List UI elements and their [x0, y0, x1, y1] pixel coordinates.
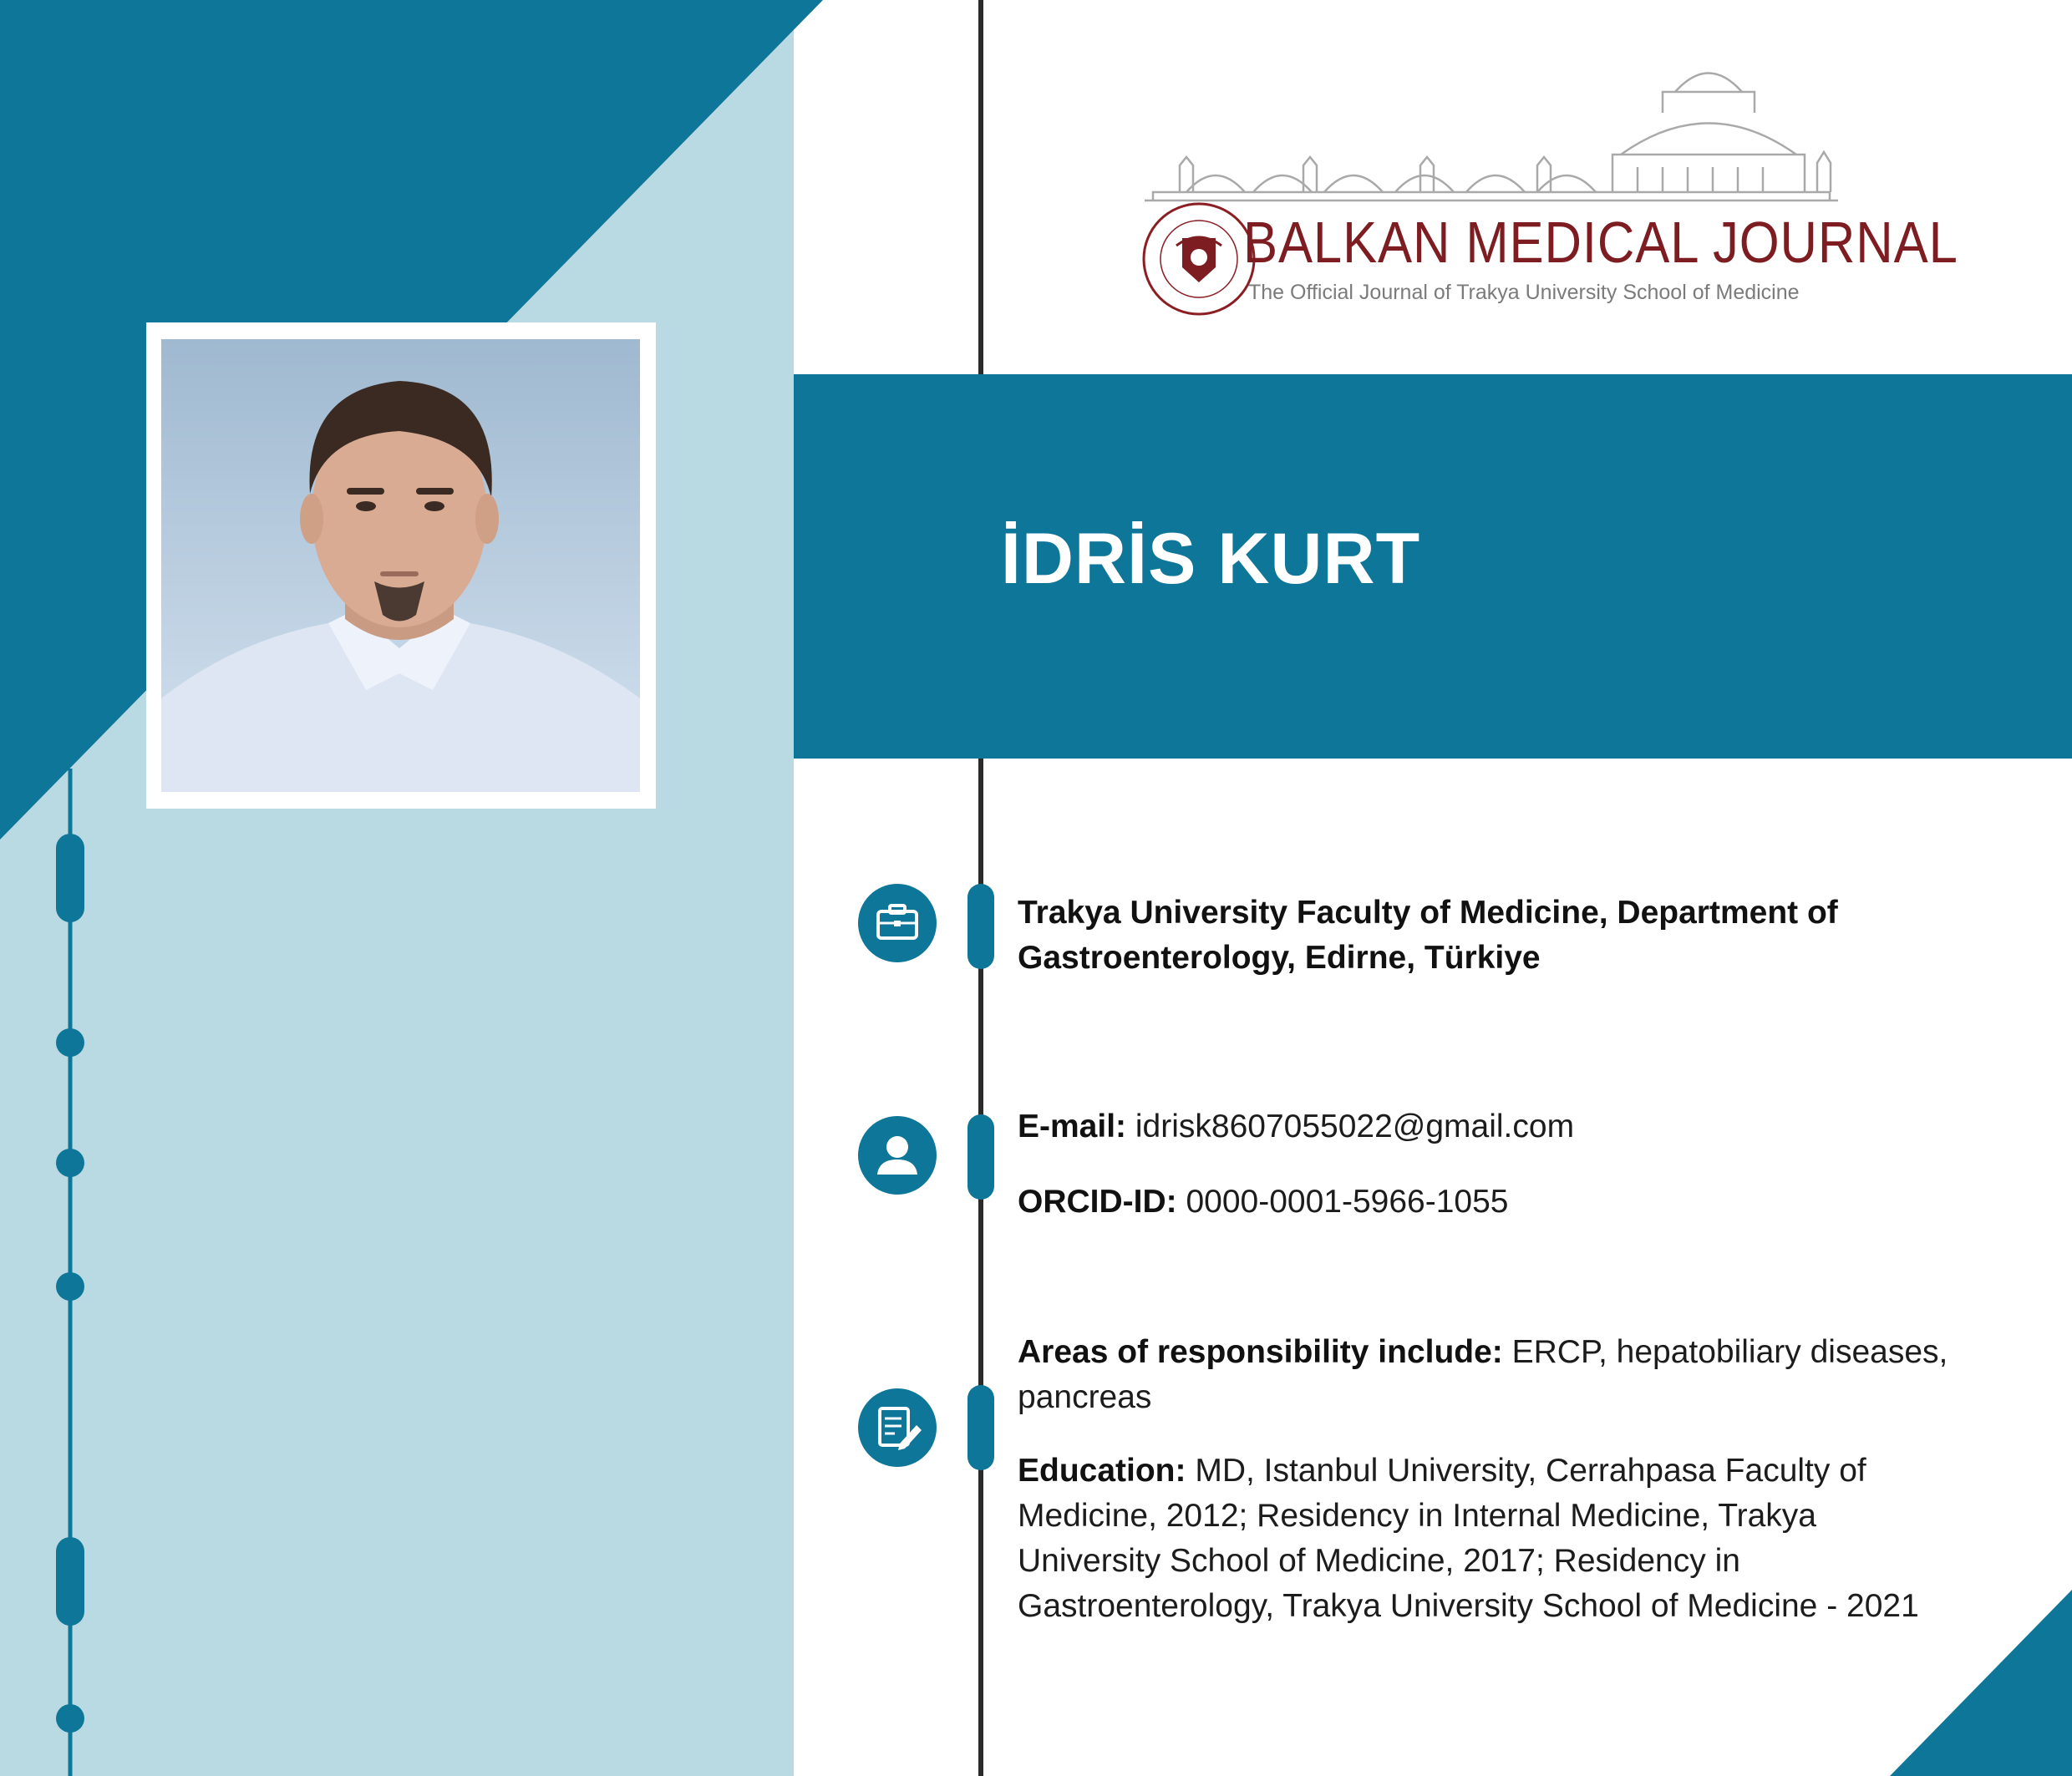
- areas-value: ERCP, hepatobiliary diseases, pancreas: [1018, 1334, 1948, 1415]
- left-timeline-pill: [56, 1537, 84, 1626]
- left-timeline-dot: [56, 1704, 84, 1733]
- journal-seal: [1144, 204, 1254, 314]
- document-edit-icon: [858, 1388, 937, 1467]
- education-label: Education:: [1018, 1453, 1186, 1489]
- profile-photo: [161, 339, 640, 792]
- orcid-value[interactable]: 0000-0001-5966-1055: [1176, 1184, 1509, 1220]
- left-timeline-dot: [56, 1028, 84, 1057]
- education-row: [1018, 1449, 1962, 1629]
- divider-pill-contact: [967, 1114, 994, 1200]
- person-icon: [858, 1116, 937, 1195]
- email-label: E-mail:: [1018, 1109, 1127, 1144]
- journal-title: BALKAN MEDICAL JOURNAL: [1243, 210, 1958, 275]
- briefcase-icon: [858, 884, 937, 962]
- orcid-label: ORCID-ID:: [1018, 1184, 1177, 1220]
- name-band: [794, 374, 2072, 759]
- journal-subtitle: The Official Journal of Trakya University School of Medicine: [1248, 281, 1800, 304]
- journal-logo: [1136, 58, 1855, 317]
- left-timeline-dot: [56, 1149, 84, 1177]
- orcid-row: [1018, 1180, 1962, 1225]
- divider-pill-details: [967, 1385, 994, 1470]
- email-row: [1018, 1104, 1962, 1149]
- email-value[interactable]: idrisk8607055022@gmail.com: [1126, 1109, 1575, 1144]
- areas-row: [1018, 1330, 1962, 1420]
- affiliation-text: Trakya University Faculty of Medicine, Department of Gastroenterology, Edirne, Türkiye: [1018, 895, 1838, 976]
- left-timeline-dot: [56, 1272, 84, 1301]
- divider-pill-affiliation: [967, 884, 994, 969]
- person-name: İDRİS KURT: [1001, 519, 1421, 599]
- building-illustration: [1145, 74, 1838, 201]
- areas-label: Areas of responsibility include:: [1018, 1334, 1503, 1370]
- left-timeline-pill: [56, 834, 84, 922]
- education-value: MD, Istanbul University, Cerrahpasa Faculty of Medicine, 2012; Residency in Internal Medicine, Trakya University School of Medicine, 2017; Residency in Gastroenterology, Trakya University School of Medicine - 2021: [1018, 1453, 1919, 1624]
